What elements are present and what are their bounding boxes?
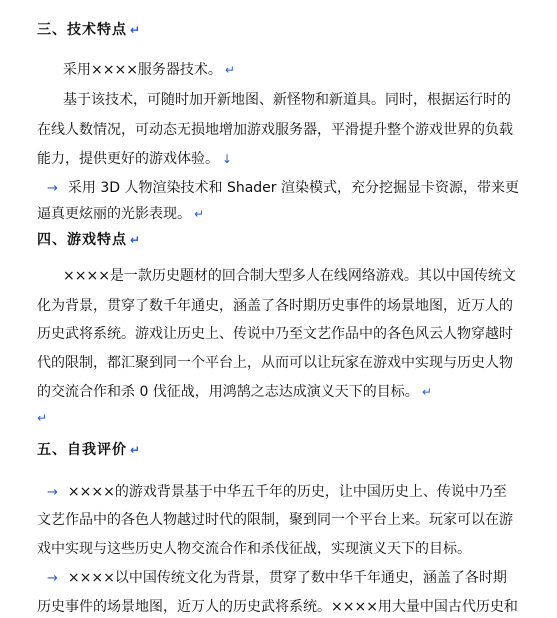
section4-heading: 四、游戏特点 ↵: [37, 232, 142, 248]
section4-para-line2: 化为背景，贯穿了数千年通史，涵盖了各时期历史事件的场景地图，近万人的: [37, 298, 513, 314]
paragraph-mark-icon: ↵: [37, 411, 48, 425]
section3-para2-line1: → 采用 3D 人物渲染技术和 Shader 渲染模式，充分挖掘显卡资源，带来更: [47, 180, 519, 196]
paragraph-mark-icon: ↵: [194, 207, 205, 221]
section5-para1-line2: 文艺作品中的各色人物越过时代的限制，聚到同一个平台上来。玩家可以在游: [37, 512, 513, 528]
section3-para1-line3: 能力，提供更好的游戏体验。 ↓: [37, 151, 233, 167]
section5-para1-line3: 戏中实现与这些历史人物交流合作和杀伐征战，实现演义天下的目标。: [37, 541, 471, 557]
paragraph-mark-icon: ↵: [130, 23, 142, 37]
empty-paragraph: [34, 408, 47, 428]
paragraph-mark-icon: ↵: [421, 385, 432, 399]
section3-para1-line1: 基于该技术，可随时加开新地图、新怪物和新道具。同时，根据运行时的: [63, 92, 511, 108]
section5-para2-line2: 历史事件的场景地图，近万人的历史武将系统。××××用大量中国古代历史和: [37, 599, 518, 615]
section3-para1-line2: 在线人数情况，可动态无损地增加游戏服务器，平滑提升整个游戏世界的负载: [37, 122, 513, 138]
section3-para2-line2: 逼真更炫丽的光影表现。 ↵: [37, 206, 205, 222]
paragraph-mark-icon: ↵: [224, 63, 235, 77]
section4-para-line3: 历史武将系统。游戏让历史上、传说中乃至文艺作品中的各色风云人物穿越时: [37, 326, 513, 342]
section3-heading: 三、技术特点 ↵: [37, 22, 142, 38]
tab-arrow-icon: →: [47, 181, 58, 196]
tab-arrow-icon: →: [47, 571, 58, 586]
section5-para1-line1: → ××××的游戏背景基于中华五千年的历史，让中国历史上、传说中乃至: [47, 484, 507, 500]
paragraph-mark-icon: ↵: [130, 233, 142, 247]
section3-server-tech: 采用××××服务器技术。 ↵: [63, 62, 235, 78]
section4-para-line4: 代的限制，都汇聚到同一个平台上，从而可以让玩家在游戏中实现与历史人物: [37, 355, 513, 371]
paragraph-mark-icon: ↵: [130, 443, 142, 457]
section4-para-line1: ××××是一款历史题材的回合制大型多人在线网络游戏。其以中国传统文: [63, 268, 516, 284]
line-break-icon: ↓: [222, 152, 233, 166]
section5-heading: 五、自我评价 ↵: [37, 442, 142, 458]
tab-arrow-icon: →: [47, 485, 58, 500]
section5-para2-line1: → ××××以中国传统文化为背景，贯穿了数中华千年通史，涵盖了各时期: [47, 570, 507, 586]
section4-para-line5: 的交流合作和杀 0 伐征战，用鸿鹄之志达成演义天下的目标。 ↵: [37, 384, 432, 400]
